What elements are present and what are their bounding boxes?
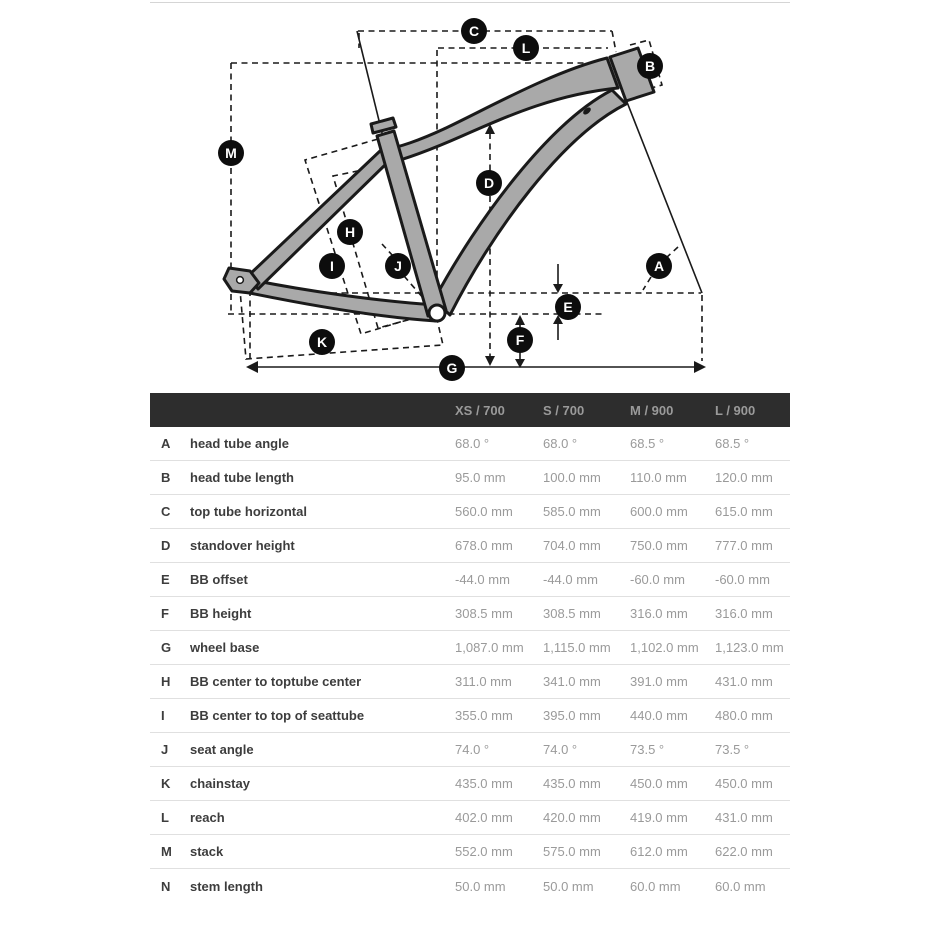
row-label: standover height <box>190 538 295 553</box>
diagram-label-M-text: M <box>225 145 237 161</box>
size-column-s: S / 700 <box>543 402 585 418</box>
diagram-label-F-text: F <box>515 332 525 348</box>
table-row <box>150 563 790 597</box>
diagram-label-E-text: E <box>563 299 573 315</box>
arrow-G-left <box>246 361 258 373</box>
row-label: head tube length <box>190 470 294 485</box>
dim-line-C <box>358 31 616 52</box>
row-value: 341.0 mm <box>543 674 601 689</box>
row-label: head tube angle <box>190 436 289 451</box>
row-letter: L <box>161 810 169 825</box>
row-label: stem length <box>190 878 263 894</box>
row-value: 110.0 mm <box>630 470 687 485</box>
diagram-label-I-text: I <box>330 258 334 274</box>
row-value: 435.0 mm <box>455 776 513 791</box>
row-value: -60.0 mm <box>630 572 685 587</box>
row-value: 73.5 ° <box>715 742 750 757</box>
row-value: 100.0 mm <box>543 470 601 485</box>
row-label: wheel base <box>190 640 260 655</box>
diagram-label-H-text: H <box>344 224 356 240</box>
row-letter: F <box>161 606 169 621</box>
row-value: 704.0 mm <box>543 538 601 553</box>
row-label: seat angle <box>190 742 254 757</box>
row-value: 73.5 ° <box>630 742 665 757</box>
seat-tube <box>377 131 446 316</box>
row-value: 60.0 mm <box>630 878 681 894</box>
diagram-label-J-text: J <box>394 258 402 274</box>
table-row <box>150 733 790 767</box>
row-value: 355.0 mm <box>455 708 513 723</box>
size-column-m: M / 900 <box>630 402 674 418</box>
row-letter: C <box>161 504 171 519</box>
row-value: 585.0 mm <box>543 504 601 519</box>
row-value: 316.0 mm <box>715 606 773 621</box>
table-row <box>150 665 790 699</box>
row-value: 440.0 mm <box>630 708 688 723</box>
table-row <box>150 631 790 665</box>
size-header-row <box>150 393 790 427</box>
dropout-slot <box>237 277 244 284</box>
row-value: 612.0 mm <box>630 844 688 859</box>
diagram-label-B-text: B <box>644 58 656 74</box>
row-value: 1,123.0 mm <box>715 640 784 655</box>
row-letter: G <box>161 640 172 655</box>
diagram-label-D-text: D <box>483 175 495 191</box>
row-label: chainstay <box>190 776 250 791</box>
table-row <box>150 801 790 835</box>
row-value: 1,087.0 mm <box>455 640 524 655</box>
table-row <box>150 869 790 903</box>
row-value: 450.0 mm <box>630 776 688 791</box>
table-row <box>150 529 790 563</box>
row-value: 308.5 mm <box>455 606 513 621</box>
row-value: 68.0 ° <box>455 436 490 451</box>
row-value: 615.0 mm <box>715 504 773 519</box>
arrow-G-right <box>694 361 706 373</box>
table-row <box>150 427 790 461</box>
row-value: 1,102.0 mm <box>630 640 699 655</box>
row-value: 560.0 mm <box>455 504 513 519</box>
row-value: 60.0 mm <box>715 878 766 894</box>
table-row <box>150 461 790 495</box>
row-value: 68.5 ° <box>715 436 750 451</box>
diagram-label-K-text: K <box>316 334 328 350</box>
row-value: 50.0 mm <box>455 878 506 894</box>
row-letter: H <box>161 674 171 689</box>
row-letter: N <box>161 878 171 894</box>
row-value: 431.0 mm <box>715 810 773 825</box>
row-value: 622.0 mm <box>715 844 773 859</box>
row-value: 450.0 mm <box>715 776 773 791</box>
row-value: 431.0 mm <box>715 674 773 689</box>
row-value: 600.0 mm <box>630 504 688 519</box>
table-row <box>150 767 790 801</box>
bottom-bracket <box>429 305 445 321</box>
row-value: 435.0 mm <box>543 776 601 791</box>
row-value: -44.0 mm <box>543 572 598 587</box>
row-value: -60.0 mm <box>715 572 770 587</box>
row-value: 311.0 mm <box>455 674 512 689</box>
size-column-xs: XS / 700 <box>455 402 505 418</box>
row-value: 480.0 mm <box>715 708 773 723</box>
diagram-label-G-text: G <box>446 360 458 376</box>
row-label: BB offset <box>190 572 248 587</box>
row-value: 68.0 ° <box>543 436 578 451</box>
table-row <box>150 699 790 733</box>
row-label: BB center to top of seattube <box>190 708 365 723</box>
row-value: 552.0 mm <box>455 844 513 859</box>
row-value: 95.0 mm <box>455 470 506 485</box>
row-letter: A <box>161 436 171 451</box>
row-value: 308.5 mm <box>543 606 601 621</box>
row-letter: D <box>161 538 171 553</box>
row-value: 74.0 ° <box>455 742 490 757</box>
row-value: 395.0 mm <box>543 708 601 723</box>
diagram-label-L-text: L <box>521 40 531 56</box>
diagram-label-C-text: C <box>468 23 480 39</box>
row-value: -44.0 mm <box>455 572 510 587</box>
row-value: 575.0 mm <box>543 844 601 859</box>
row-value: 74.0 ° <box>543 742 578 757</box>
row-value: 68.5 ° <box>630 436 665 451</box>
row-value: 420.0 mm <box>543 810 601 825</box>
row-letter: I <box>161 708 165 723</box>
arrow-D-down <box>485 356 495 366</box>
row-label: BB center to toptube center <box>190 674 362 689</box>
row-label: top tube horizontal <box>190 504 307 519</box>
row-letter: E <box>161 572 170 587</box>
geometry-table <box>150 393 790 903</box>
diagram-label-A-text: A <box>653 258 665 274</box>
row-value: 316.0 mm <box>630 606 688 621</box>
row-label: BB height <box>190 606 252 621</box>
size-column-l: L / 900 <box>715 402 756 418</box>
toptube-seatstay-band <box>248 58 618 289</box>
table-row <box>150 597 790 631</box>
arrow-F-up <box>515 315 525 325</box>
row-label: stack <box>190 844 224 859</box>
bike-geometry-diagram <box>0 0 939 392</box>
row-letter: M <box>161 844 172 859</box>
row-value: 678.0 mm <box>455 538 513 553</box>
table-row <box>150 495 790 529</box>
row-value: 402.0 mm <box>455 810 513 825</box>
arrow-E-down <box>553 284 563 293</box>
row-letter: J <box>161 742 169 757</box>
row-value: 750.0 mm <box>630 538 688 553</box>
row-letter: K <box>161 776 171 791</box>
row-letter: B <box>161 470 171 485</box>
row-value: 120.0 mm <box>715 470 773 485</box>
row-value: 50.0 mm <box>543 878 594 894</box>
geometry-table-body <box>150 427 790 903</box>
row-value: 777.0 mm <box>715 538 773 553</box>
row-value: 391.0 mm <box>630 674 688 689</box>
row-label: reach <box>190 810 225 825</box>
bike-frame <box>224 48 654 321</box>
table-row <box>150 835 790 869</box>
row-value: 1,115.0 mm <box>543 640 611 655</box>
row-value: 419.0 mm <box>630 810 688 825</box>
